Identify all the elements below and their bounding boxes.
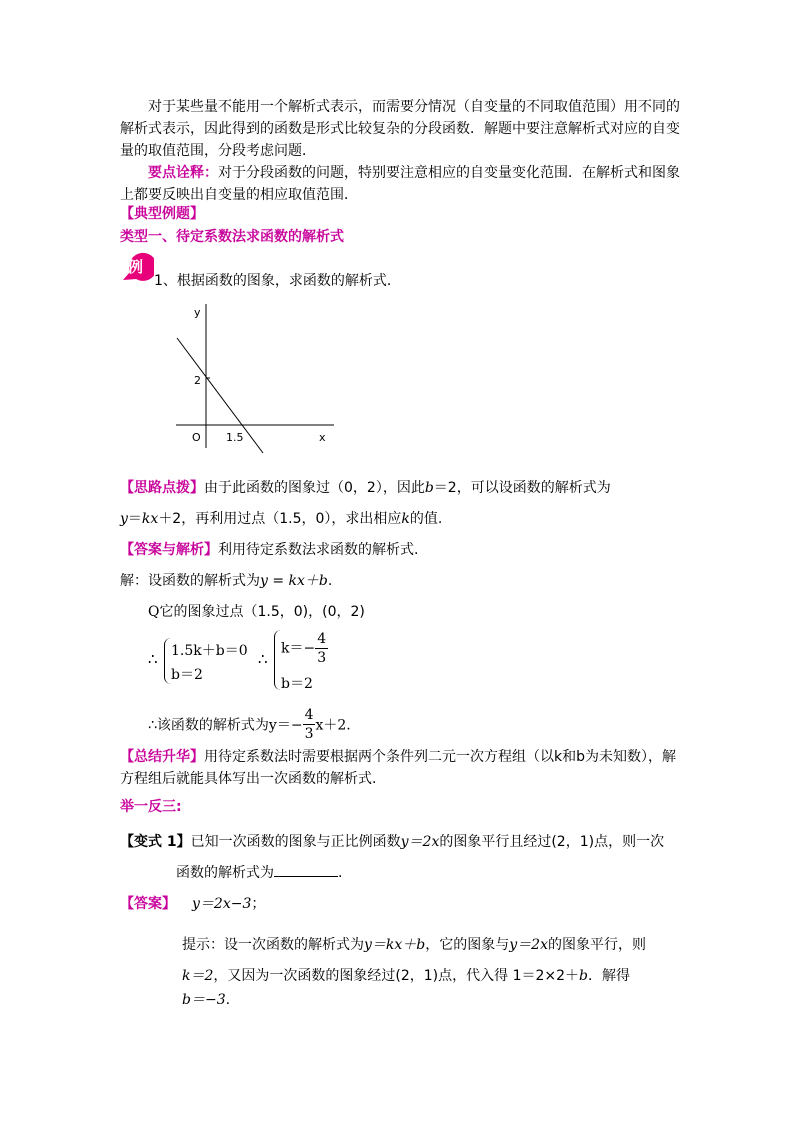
key-point-text: 对于分段函数的问题，特别要注意相应的自变量变化范围．在解析式和图象上都要反映出自变量的相应取值范围． <box>120 165 680 203</box>
tip-line-1: 提示：设一次函数的解析式为y＝kx＋b，它的图象与y＝2x的图象平行，则 <box>182 937 646 953</box>
fraction: $\frac{4}{3}$ <box>304 707 314 742</box>
answer-text: 利用待定系数法求函数的解析式. <box>218 542 419 558</box>
y-axis-label: y <box>194 306 201 319</box>
variant-answer: 【答案】 y＝2x−3； <box>120 896 266 912</box>
key-point-paragraph <box>120 162 680 206</box>
variant-line-1: 【变式 1】已知一次函数的图象与正比例函数y＝2x的图象平行且经过(2，1)点，则一次 <box>120 834 665 850</box>
type-title: 类型一、待定系数法求函数的解析式 <box>120 229 344 245</box>
system-2-brace <box>274 630 281 690</box>
system-1-brace <box>164 638 171 684</box>
practice-title: 举一反三: <box>120 799 182 815</box>
answer-label: 【答案与解析】 <box>120 542 218 558</box>
system-1-eq2: b＝2 <box>171 667 203 683</box>
summary-label: 【总结升华】 <box>120 749 204 765</box>
summary-paragraph <box>120 746 680 790</box>
variant-answer-eq: y＝2x−3 <box>192 896 252 912</box>
example-badge <box>120 250 152 282</box>
therefore-symbol-1: ∴ <box>148 650 158 668</box>
variant-line-2: 函数的解析式为 . <box>176 862 342 882</box>
intro-text: 对于某些量不能用一个解析式表示，而需要分情况（自变量的不同取值范围）用不同的解析式表示，因此得到的函数是形式比较复杂的分段函数．解题中要注意解析式对应的自变量的取值范围，分段考虑问题． <box>120 99 680 159</box>
because-symbol: Q <box>148 604 160 620</box>
intro-paragraph <box>120 96 680 162</box>
final-expression: ∴该函数的解析式为y＝− $\frac{4}{3}$ x＋2. <box>148 707 351 742</box>
variant-label: 【变式 1】 <box>120 834 191 850</box>
x-axis-label: x <box>319 431 326 444</box>
hint-label: 【思路点拨】 <box>120 480 204 496</box>
function-graph <box>170 298 340 458</box>
y-tick-label: 2 <box>194 374 201 387</box>
summary-text: 用待定系数法时需要根据两个条件列二元一次方程组（以k和b为未知数），解方程组后就能具体写出一次函数的解析式. <box>120 749 676 787</box>
origin-label: O <box>192 431 201 444</box>
tip-line-3: b＝−3. <box>182 992 231 1008</box>
answer-heading <box>120 539 418 559</box>
answer-blank <box>274 862 338 877</box>
example-question: 1、根据函数的图象，求函数的解析式． <box>154 273 401 289</box>
function-line <box>177 338 263 453</box>
x-tick-label: 1.5 <box>226 431 244 444</box>
hint-line-1: 【思路点拨】由于此函数的图象过（0，2），因此b＝2，可以设函数的解析式为 <box>120 480 611 496</box>
therefore-symbol-2: ∴ <box>258 650 268 668</box>
hint-line-2: y＝kx＋2，再利用过点（1.5，0），求出相应k的值. <box>120 511 443 527</box>
tip-line-2: k＝2，又因为一次函数的图象经过(2，1)点，代入得 1＝2×2＋b．解得 <box>182 968 630 984</box>
example-badge-label: 例 <box>128 258 144 276</box>
system-1-eq1: 1.5k＋b＝0 <box>171 643 248 659</box>
system-2-eq2: b＝2 <box>281 676 313 692</box>
variant-answer-label: 【答案】 <box>120 896 176 912</box>
solution-line: 解：设函数的解析式为y = kx＋b. <box>120 573 333 589</box>
system-2-eq1: k＝− $\frac{4}{3}$ <box>281 631 327 666</box>
section-title: 【典型例题】 <box>120 206 204 222</box>
because-line: Q它的图象过点（1.5，0)，(0，2) <box>148 604 365 620</box>
key-point-label: 要点诠释： <box>148 165 218 181</box>
fraction: $\frac{4}{3}$ <box>317 631 327 666</box>
